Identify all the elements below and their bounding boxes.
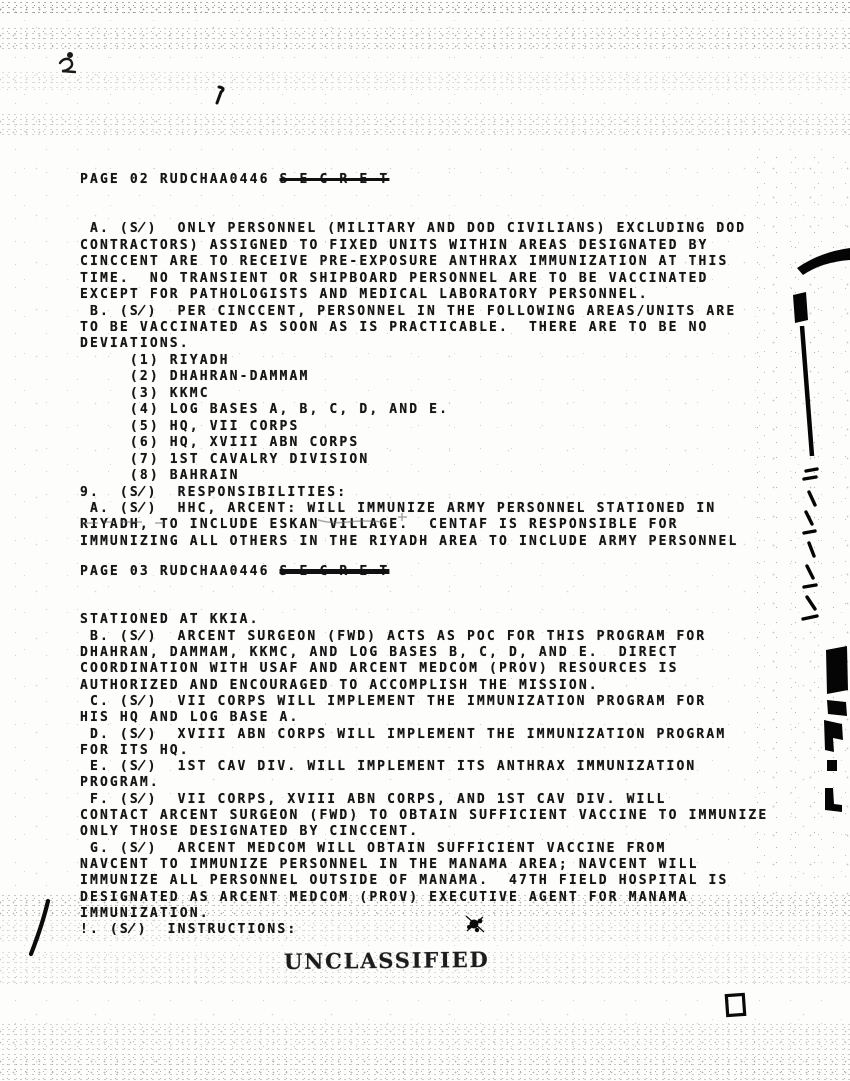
- document-text-line: G. (S̸) ARCENT MEDCOM WILL OBTAIN SUFFICIENT VACCINE FROM: [80, 840, 667, 856]
- document-text-line: (2) DHAHRAN-DAMMAM: [80, 369, 310, 385]
- page-02-body: [80, 221, 746, 550]
- document-text-line: (1) RIYADH: [80, 352, 230, 368]
- document-text-line: (8) BAHRAIN: [80, 468, 240, 484]
- page-03-header-line: [80, 564, 768, 580]
- fax-streak-block: [825, 788, 842, 812]
- document-text-line: A. (S̸) ONLY PERSONNEL (MILITARY AND DOD CIVILIANS) EXCLUDING DOD: [80, 221, 747, 237]
- scan-noise-band: [0, 112, 850, 138]
- page-03-body: [80, 612, 768, 938]
- pen-tick-mark: [217, 87, 223, 103]
- fax-streak-block: [826, 646, 848, 694]
- document-text-line: HIS HQ AND LOG BASE A.: [80, 710, 300, 726]
- document-text-line: F. (S̸) VII CORPS, XVIII ABN CORPS, AND 1ST CAV DIV. WILL: [80, 791, 667, 807]
- document-text-line: TIME. NO TRANSIENT OR SHIPBOARD PERSONNEL ARE TO BE VACCINATED: [80, 270, 709, 286]
- document-text-line: NAVCENT TO IMMUNIZE PERSONNEL IN THE MANAMA AREA; NAVCENT WILL: [80, 856, 699, 872]
- document-text-line: CONTACT ARCENT SURGEON (FWD) TO OBTAIN SUFFICIENT VACCINE TO IMMUNIZE: [80, 808, 769, 824]
- document-text-line: IMMUNIZE ALL PERSONNEL OUTSIDE OF MANAMA. 47TH FIELD HOSPITAL IS: [80, 873, 729, 889]
- page-02-header-line: [80, 172, 746, 188]
- document-text-line: CINCCENT ARE TO RECEIVE PRE-EXPOSURE ANTHRAX IMMUNIZATION AT THIS: [80, 254, 729, 270]
- document-text-line: TO BE VACCINATED AS SOON AS IS PRACTICABLE. THERE ARE TO BE NO: [80, 319, 709, 335]
- document-text-line: DHAHRAN, DAMMAM, KKMC, AND LOG BASES B, C, D, AND E. DIRECT: [80, 645, 679, 661]
- fax-streak-block: [824, 720, 843, 752]
- document-text-line: CONTRACTORS) ASSIGNED TO FIXED UNITS WITHIN AREAS DESIGNATED BY: [80, 237, 709, 253]
- fax-streaks-right-edge: [793, 248, 850, 812]
- handwritten-dot-mark: [67, 52, 73, 58]
- document-text-line: D. (S̸) XVIII ABN CORPS WILL IMPLEMENT THE IMMUNIZATION PROGRAM: [80, 726, 727, 742]
- document-text-line: !. (S̸) INSTRUCTIONS:: [80, 922, 298, 938]
- scan-noise-band-top: [0, 0, 850, 16]
- pen-slash-mark: [31, 901, 48, 954]
- page-02-header-prefix: PAGE 02 RUDCHAA0446: [80, 171, 280, 187]
- document-text-line: (6) HQ, XVIII ABN CORPS: [80, 435, 360, 451]
- document-text-line: (7) 1ST CAVALRY DIVISION: [80, 451, 370, 467]
- document-text-line: IMMUNIZATION.: [80, 905, 210, 921]
- message-page-02-text: [80, 139, 746, 583]
- document-text-line: 9. (S̸) RESPONSIBILITIES:: [80, 484, 348, 500]
- document-text-line: C. (S̸) VII CORPS WILL IMPLEMENT THE IMMUNIZATION PROGRAM FOR: [80, 693, 707, 709]
- fax-streak-bar: [793, 292, 808, 323]
- document-text-line: A. (S̸) HHC, ARCENT: WILL IMMUNIZE ARMY PERSONNEL STATIONED IN: [80, 500, 717, 516]
- document-text-line: IMMUNIZING ALL OTHERS IN THE RIYADH AREA TO INCLUDE ARMY PERSONNEL: [80, 533, 739, 549]
- document-text-line: E. (S̸) 1ST CAV DIV. WILL IMPLEMENT ITS ANTHRAX IMMUNIZATION: [80, 759, 697, 775]
- document-text-line: ONLY THOSE DESIGNATED BY CINCCENT.: [80, 824, 420, 840]
- document-text-line: COORDINATION WITH USAF AND ARCENT MEDCOM (PROV) RESOURCES IS: [80, 661, 679, 677]
- secret-marking-struck-through: S E C R E T: [279, 171, 390, 187]
- scan-noise-band: [0, 1022, 850, 1052]
- document-text-line: (4) LOG BASES A, B, C, D, AND E.: [80, 402, 450, 418]
- scan-noise-band: [0, 70, 850, 90]
- scan-noise-band-bottom: [0, 1052, 850, 1081]
- secret-marking-struck-through: S E C R E T: [279, 563, 390, 579]
- fax-streak-block: [827, 760, 837, 771]
- scan-noise-band: [0, 26, 850, 52]
- document-text-line: B. (S̸) ARCENT SURGEON (FWD) ACTS AS POC FOR THIS PROGRAM FOR: [80, 628, 707, 644]
- document-text-line: RIYADH, TO INCLUDE ESKAN VILLAGE. CENTAF IS RESPONSIBLE FOR: [80, 517, 679, 533]
- document-text-line: DEVIATIONS.: [80, 336, 190, 352]
- document-text-line: (5) HQ, VII CORPS: [80, 418, 300, 434]
- fax-streak-wedge: [797, 248, 850, 275]
- handwritten-squiggle-mark: [60, 59, 75, 72]
- document-text-line: B. (S̸) PER CINCCENT, PERSONNEL IN THE FOLLOWING AREAS/UNITS ARE: [80, 303, 737, 319]
- page-03-header-prefix: PAGE 03 RUDCHAA0446: [80, 563, 280, 579]
- fax-streak-dashes: [803, 469, 817, 619]
- document-text-line: (3) KKMC: [80, 385, 210, 401]
- document-text-line: FOR ITS HQ.: [80, 742, 190, 758]
- unclassified-stamp: UNCLASSIFIED: [283, 946, 490, 975]
- fax-streak-block: [827, 700, 847, 716]
- document-text-line: PROGRAM.: [80, 775, 160, 791]
- message-page-03-text: [80, 531, 768, 971]
- document-text-line: DESIGNATED AS ARCENT MEDCOM (PROV) EXECUTIVE AGENT FOR MANAMA: [80, 889, 689, 905]
- document-text-line: EXCEPT FOR PATHOLOGISTS AND MEDICAL LABORATORY PERSONNEL.: [80, 287, 649, 303]
- document-text-line: AUTHORIZED AND ENCOURAGED TO ACCOMPLISH THE MISSION.: [80, 677, 599, 693]
- fax-streak-long-line: [802, 326, 812, 456]
- hand-drawn-square-box: [726, 994, 744, 1015]
- document-text-line: STATIONED AT KKIA.: [80, 612, 260, 628]
